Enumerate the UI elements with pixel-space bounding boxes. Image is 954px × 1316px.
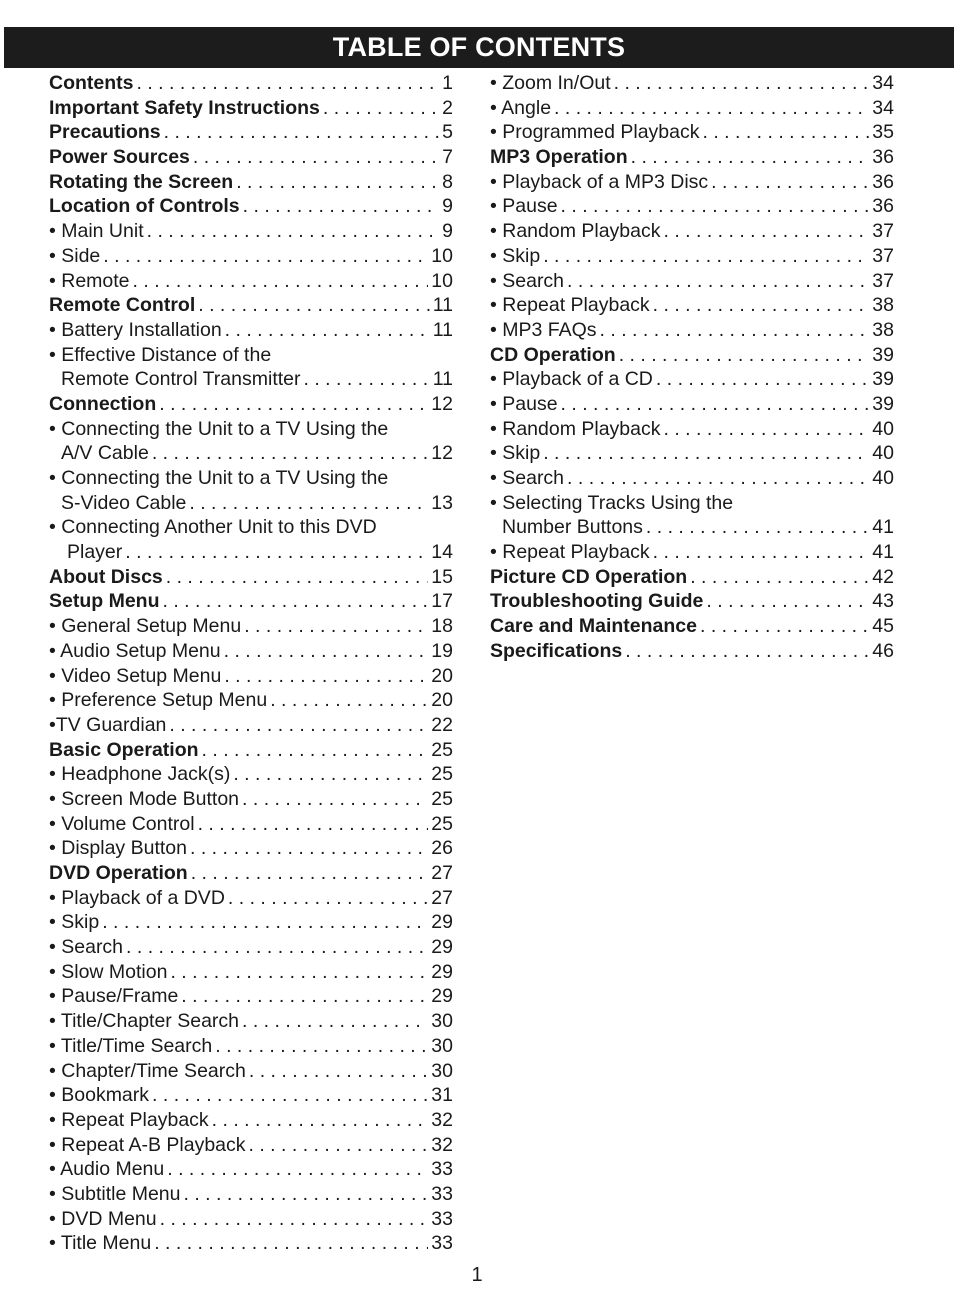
toc-entry-label: Precautions <box>49 121 161 144</box>
toc-leader-dots <box>225 886 428 911</box>
toc-entry[interactable] <box>49 639 453 664</box>
toc-entry-page: 29 <box>431 936 453 959</box>
toc-entry-label: • Pause/Frame <box>49 985 179 1008</box>
toc-entry[interactable] <box>49 540 453 565</box>
toc-section-entry[interactable] <box>49 589 453 614</box>
toc-entry-page: 30 <box>431 1034 453 1057</box>
toc-entry[interactable] <box>49 466 453 491</box>
toc-entry-page: 33 <box>431 1182 453 1205</box>
toc-entry[interactable] <box>490 392 894 417</box>
toc-entry[interactable] <box>49 1231 453 1256</box>
toc-entry[interactable] <box>490 71 894 96</box>
toc-entry-label: •TV Guardian <box>49 713 167 736</box>
toc-entry[interactable] <box>49 787 453 812</box>
toc-entry-label: • Main Unit <box>49 220 144 243</box>
toc-entry-page: 33 <box>431 1232 453 1255</box>
toc-entry-page: 26 <box>431 837 453 860</box>
toc-entry-label: Picture CD Operation <box>490 565 688 588</box>
toc-leader-dots <box>233 170 439 195</box>
toc-entry-label: • Random Playback <box>490 417 661 440</box>
toc-entry-label: • Screen Mode Button <box>49 787 240 810</box>
toc-entry-label: Location of Controls <box>49 195 240 218</box>
toc-entry-label: Number Buttons <box>502 516 643 539</box>
toc-entry[interactable] <box>49 935 453 960</box>
toc-leader-dots <box>188 861 429 886</box>
toc-entry-label: • Pause <box>490 392 558 415</box>
toc-entry[interactable] <box>49 417 453 442</box>
toc-leader-dots <box>246 1059 428 1084</box>
toc-entry-label: • Volume Control <box>49 812 195 835</box>
toc-entry-page: 2 <box>442 96 453 119</box>
toc-entry-page: 39 <box>872 392 894 415</box>
toc-entry[interactable] <box>490 441 894 466</box>
toc-entry-label: A/V Cable <box>61 442 149 465</box>
toc-entry-page: 27 <box>431 886 453 909</box>
toc-entry-label: • Bookmark <box>49 1084 150 1107</box>
toc-leader-dots <box>199 738 429 763</box>
toc-entry-page: 25 <box>431 738 453 761</box>
toc-leader-dots <box>551 96 869 121</box>
toc-section-entry[interactable] <box>49 96 453 121</box>
toc-entry-page: 41 <box>872 541 894 564</box>
page-number: 1 <box>471 1264 483 1286</box>
toc-entry-page: 38 <box>872 294 894 317</box>
toc-entry-page: 25 <box>431 763 453 786</box>
toc-entry[interactable] <box>49 910 453 935</box>
toc-leader-dots <box>178 984 428 1009</box>
toc-leader-dots <box>540 244 869 269</box>
toc-entry-label: • Skip <box>490 244 541 267</box>
toc-entry[interactable] <box>490 120 894 145</box>
toc-entry-page: 39 <box>872 343 894 366</box>
toc-leader-dots <box>186 491 428 516</box>
toc-entry-label: • Selecting Tracks Using the <box>490 491 734 514</box>
toc-entry[interactable] <box>490 367 894 392</box>
toc-leader-dots <box>564 466 869 491</box>
toc-entry-page: 27 <box>431 862 453 884</box>
toc-entry-page: 34 <box>872 72 894 94</box>
toc-entry-label: • Connecting the Unit to a TV Using the <box>49 417 389 440</box>
toc-entry-page: 36 <box>872 170 894 193</box>
toc-leader-dots <box>190 145 439 170</box>
toc-leader-dots <box>167 960 428 985</box>
toc-entry-page: 14 <box>431 541 453 564</box>
toc-entry-page: 45 <box>872 615 894 638</box>
toc-entry-page: 13 <box>431 491 453 514</box>
toc-entry-label: • Audio Setup Menu <box>49 639 221 662</box>
toc-entry-label: CD Operation <box>490 343 616 366</box>
toc-entry-label: • Playback of a CD <box>490 368 653 391</box>
toc-leader-dots <box>149 1083 428 1108</box>
toc-entry-label: Rotating the Screen <box>49 170 234 193</box>
toc-leader-dots <box>650 540 870 565</box>
toc-entry[interactable] <box>49 1034 453 1059</box>
toc-entry[interactable] <box>49 1157 453 1182</box>
toc-entry-page: 11 <box>432 368 453 391</box>
toc-entry[interactable] <box>490 170 894 195</box>
toc-entry-page: 43 <box>872 590 894 613</box>
toc-entry-page: 29 <box>431 911 453 934</box>
toc-entry[interactable] <box>49 664 453 689</box>
toc-entry-label: • Search <box>490 269 565 292</box>
toc-entry[interactable] <box>49 244 453 269</box>
toc-entry-label: • Preference Setup Menu <box>49 689 268 712</box>
toc-leader-dots <box>597 318 870 343</box>
toc-entry-page: 25 <box>431 787 453 810</box>
toc-section-entry[interactable] <box>49 145 453 170</box>
toc-leader-dots <box>160 589 429 614</box>
toc-entry[interactable] <box>490 244 894 269</box>
toc-section-entry[interactable] <box>49 293 453 318</box>
page-title: TABLE OF CONTENTS <box>332 32 626 62</box>
toc-entry-label: Specifications <box>490 639 623 662</box>
toc-entry-label: • Audio Menu <box>49 1158 165 1181</box>
toc-entry[interactable] <box>49 688 453 713</box>
toc-entry[interactable] <box>490 293 894 318</box>
toc-entry-page: 41 <box>872 516 894 539</box>
toc-left-column <box>49 71 453 1256</box>
toc-section-entry[interactable] <box>49 194 453 219</box>
toc-entry-label: • Title/Time Search <box>49 1034 213 1057</box>
toc-entry[interactable] <box>49 219 453 244</box>
toc-entry-page: 11 <box>432 294 453 317</box>
toc-entry-page: 32 <box>431 1133 453 1156</box>
toc-leader-dots <box>195 812 429 837</box>
toc-entry-label: • Repeat A-B Playback <box>49 1133 246 1156</box>
toc-leader-dots <box>166 713 428 738</box>
toc-entry[interactable] <box>490 96 894 121</box>
toc-entry[interactable] <box>49 367 453 392</box>
toc-leader-dots <box>151 1231 428 1256</box>
toc-entry[interactable] <box>49 491 453 516</box>
toc-leader-dots <box>687 565 869 590</box>
toc-entry-label: • Title/Chapter Search <box>49 1010 240 1033</box>
toc-entry-page: 46 <box>872 639 894 662</box>
toc-entry-label: Remote Control Transmitter <box>61 368 301 391</box>
toc-entry[interactable] <box>490 540 894 565</box>
toc-leader-dots <box>221 664 428 689</box>
toc-entry-page: 37 <box>872 244 894 267</box>
toc-entry-page: 8 <box>442 170 453 193</box>
toc-entry-page: 36 <box>872 195 894 218</box>
toc-entry-page: 29 <box>431 985 453 1008</box>
toc-leader-dots <box>195 293 430 318</box>
toc-leader-dots <box>134 71 440 96</box>
toc-leader-dots <box>163 565 429 590</box>
toc-entry-label: • General Setup Menu <box>49 615 242 638</box>
toc-entry[interactable] <box>49 1059 453 1084</box>
toc-leader-dots <box>187 836 428 861</box>
toc-leader-dots <box>122 540 428 565</box>
toc-entry-label: • Subtitle Menu <box>49 1182 181 1205</box>
toc-entry-page: 10 <box>431 269 453 292</box>
toc-entry-page: 12 <box>431 442 453 465</box>
toc-leader-dots <box>540 441 869 466</box>
toc-entry[interactable] <box>49 1108 453 1133</box>
toc-leader-dots <box>622 639 869 664</box>
toc-entry-page: 25 <box>431 812 453 835</box>
toc-entry-label: • Headphone Jack(s) <box>49 763 231 786</box>
toc-leader-dots <box>240 194 439 219</box>
toc-entry-label: • Display Button <box>49 837 187 860</box>
toc-entry-label: • Connecting the Unit to a TV Using the <box>49 467 389 489</box>
toc-leader-dots <box>180 1182 428 1207</box>
toc-leader-dots <box>650 293 870 318</box>
toc-entry[interactable] <box>490 515 894 540</box>
toc-leader-dots <box>239 1009 428 1034</box>
toc-right-column <box>490 71 894 664</box>
toc-section-entry[interactable] <box>490 343 894 368</box>
toc-leader-dots <box>161 120 440 145</box>
toc-leader-dots <box>320 96 439 121</box>
toc-entry-label: • Effective Distance of the <box>49 343 272 366</box>
toc-section-entry[interactable] <box>49 738 453 763</box>
toc-section-entry[interactable] <box>490 145 894 170</box>
toc-leader-dots <box>209 1108 429 1133</box>
toc-leader-dots <box>99 910 428 935</box>
toc-entry-page: 20 <box>431 664 453 687</box>
toc-leader-dots <box>558 392 870 417</box>
toc-entry-label: • Video Setup Menu <box>49 664 222 687</box>
toc-entry-label: • Angle <box>490 96 552 119</box>
toc-entry-page: 39 <box>872 368 894 391</box>
toc-entry[interactable] <box>490 318 894 343</box>
toc-leader-dots <box>700 120 870 145</box>
toc-leader-dots <box>246 1133 429 1158</box>
toc-leader-dots <box>156 392 428 417</box>
toc-entry-label: Setup Menu <box>49 590 160 613</box>
toc-entry[interactable] <box>49 515 453 540</box>
toc-entry-label: • Side <box>49 244 101 267</box>
toc-entry[interactable] <box>490 269 894 294</box>
toc-entry[interactable] <box>49 1182 453 1207</box>
toc-leader-dots <box>703 589 869 614</box>
toc-entry[interactable] <box>49 1083 453 1108</box>
toc-leader-dots <box>157 1207 429 1232</box>
toc-section-entry[interactable] <box>490 639 894 664</box>
toc-entry-label: • Random Playback <box>490 220 661 243</box>
toc-leader-dots <box>130 269 429 294</box>
toc-entry-label: Basic Operation <box>49 738 199 761</box>
toc-entry-label: Contents <box>49 72 134 94</box>
toc-entry[interactable] <box>490 194 894 219</box>
toc-entry-page: 40 <box>872 467 894 489</box>
toc-entry-label: • Battery Installation <box>49 318 222 341</box>
toc-leader-dots <box>144 219 440 244</box>
toc-entry-label: • MP3 FAQs <box>490 318 597 341</box>
toc-entry-page: 40 <box>872 417 894 440</box>
toc-leader-dots <box>708 170 869 195</box>
toc-section-entry[interactable] <box>49 170 453 195</box>
toc-entry-page: 36 <box>872 146 894 169</box>
toc-leader-dots <box>661 219 870 244</box>
toc-entry-label: • Playback of a MP3 Disc <box>490 170 709 193</box>
toc-entry[interactable] <box>49 269 453 294</box>
toc-entry-page: 35 <box>872 121 894 144</box>
toc-entry-page: 30 <box>431 1059 453 1082</box>
toc-leader-dots <box>221 639 429 664</box>
toc-leader-dots <box>241 614 428 639</box>
toc-entry-page: 38 <box>872 318 894 341</box>
toc-leader-dots <box>100 244 428 269</box>
toc-entry-page: 17 <box>431 590 453 613</box>
toc-entry-label: • Slow Motion <box>49 960 168 983</box>
toc-entry-page: 22 <box>431 713 453 736</box>
toc-entry-page: 32 <box>431 1108 453 1131</box>
toc-entry-page: 40 <box>872 442 894 465</box>
toc-leader-dots <box>643 515 869 540</box>
toc-entry-page: 11 <box>432 318 453 341</box>
toc-leader-dots <box>267 688 428 713</box>
toc-entry-label: Power Sources <box>49 146 190 169</box>
toc-entry-label: • Skip <box>490 442 541 465</box>
toc-entry-page: 5 <box>442 121 453 144</box>
toc-entry-label: • Title Menu <box>49 1232 152 1255</box>
toc-entry-page: 10 <box>431 244 453 267</box>
toc-entry-page: 33 <box>431 1207 453 1230</box>
toc-entry-label: MP3 Operation <box>490 146 628 169</box>
toc-leader-dots <box>212 1034 428 1059</box>
toc-leader-dots <box>301 367 430 392</box>
toc-leader-dots <box>697 614 869 639</box>
toc-entry-page: 33 <box>431 1158 453 1181</box>
toc-entry-label: • DVD Menu <box>49 1207 157 1230</box>
toc-entry-label: Care and Maintenance <box>490 615 697 638</box>
toc-entry-label: • Repeat Playback <box>490 541 650 564</box>
toc-leader-dots <box>616 343 870 368</box>
toc-entry-page: 29 <box>431 960 453 983</box>
toc-entry-page: 7 <box>442 146 453 169</box>
toc-entry-label: • Skip <box>49 911 100 934</box>
toc-entry-label: • Pause <box>490 195 558 218</box>
toc-section-entry[interactable] <box>49 120 453 145</box>
toc-leader-dots <box>123 935 428 960</box>
toc-entry-label: • Playback of a DVD <box>49 886 225 909</box>
toc-leader-dots <box>558 194 870 219</box>
toc-entry-label: S-Video Cable <box>61 491 187 514</box>
toc-section-entry[interactable] <box>490 565 894 590</box>
toc-entry-page: 19 <box>431 639 453 662</box>
toc-entry[interactable] <box>49 343 453 368</box>
toc-entry-label: • Remote <box>49 269 130 292</box>
toc-entry[interactable] <box>49 1009 453 1034</box>
toc-entry-label: • Search <box>490 467 565 489</box>
toc-leader-dots <box>628 145 870 170</box>
toc-leader-dots <box>653 367 869 392</box>
toc-entry-label: Connection <box>49 392 157 415</box>
toc-section-entry[interactable] <box>490 614 894 639</box>
toc-leader-dots <box>611 71 870 96</box>
toc-entry[interactable] <box>49 836 453 861</box>
toc-entry-label: • Zoom In/Out <box>490 72 611 94</box>
toc-entry-page: 12 <box>431 392 453 415</box>
toc-entry-page: 30 <box>431 1010 453 1033</box>
toc-entry[interactable] <box>49 960 453 985</box>
toc-entry-label: • Chapter/Time Search <box>49 1059 246 1082</box>
toc-entry[interactable] <box>49 1207 453 1232</box>
toc-entry-label: Player <box>67 541 123 564</box>
toc-entry-page: 34 <box>872 96 894 119</box>
toc-entry-label: Important Safety Instructions <box>49 96 320 119</box>
toc-leader-dots <box>164 1157 428 1182</box>
toc-entry-label: Troubleshooting Guide <box>490 590 704 613</box>
toc-section-entry[interactable] <box>49 392 453 417</box>
toc-leader-dots <box>222 318 430 343</box>
toc-leader-dots <box>230 762 428 787</box>
toc-entry[interactable] <box>49 812 453 837</box>
toc-entry-page: 31 <box>431 1084 453 1107</box>
toc-entry-page: 18 <box>431 615 453 638</box>
page-header-bar <box>4 27 954 68</box>
toc-entry-label: • Repeat Playback <box>490 294 650 317</box>
toc-leader-dots <box>239 787 428 812</box>
toc-entry[interactable] <box>49 318 453 343</box>
toc-section-entry[interactable] <box>490 589 894 614</box>
toc-leader-dots <box>149 441 428 466</box>
toc-entry-page: 15 <box>431 565 453 588</box>
toc-entry-label: • Repeat Playback <box>49 1108 209 1131</box>
toc-entry-page: 9 <box>442 195 453 218</box>
toc-entry[interactable] <box>49 886 453 911</box>
toc-section-entry[interactable] <box>49 861 453 886</box>
toc-entry[interactable] <box>49 441 453 466</box>
toc-leader-dots <box>661 417 870 442</box>
toc-entry[interactable] <box>490 417 894 442</box>
toc-entry-label: Remote Control <box>49 294 196 317</box>
toc-entry-page: 37 <box>872 220 894 243</box>
toc-entry[interactable] <box>49 984 453 1009</box>
toc-entry-page: 9 <box>442 220 453 243</box>
toc-section-entry[interactable] <box>49 71 453 96</box>
toc-entry-label: • Connecting Another Unit to this DVD <box>49 516 377 539</box>
toc-entry-page: 20 <box>431 689 453 712</box>
toc-entry[interactable] <box>490 491 894 516</box>
toc-entry[interactable] <box>49 614 453 639</box>
toc-entry-label: DVD Operation <box>49 862 188 884</box>
toc-entry[interactable] <box>490 219 894 244</box>
toc-leader-dots <box>564 269 869 294</box>
toc-entry[interactable] <box>49 1133 453 1158</box>
toc-entry-label: About Discs <box>49 565 163 588</box>
toc-entry-page: 1 <box>442 72 453 94</box>
toc-entry-label: • Search <box>49 936 124 959</box>
toc-entry-label: • Programmed Playback <box>490 121 700 144</box>
toc-entry[interactable] <box>490 466 894 491</box>
toc-section-entry[interactable] <box>49 565 453 590</box>
toc-entry-page: 37 <box>872 269 894 292</box>
toc-entry-page: 42 <box>872 565 894 588</box>
toc-entry[interactable] <box>49 713 453 738</box>
toc-entry[interactable] <box>49 762 453 787</box>
